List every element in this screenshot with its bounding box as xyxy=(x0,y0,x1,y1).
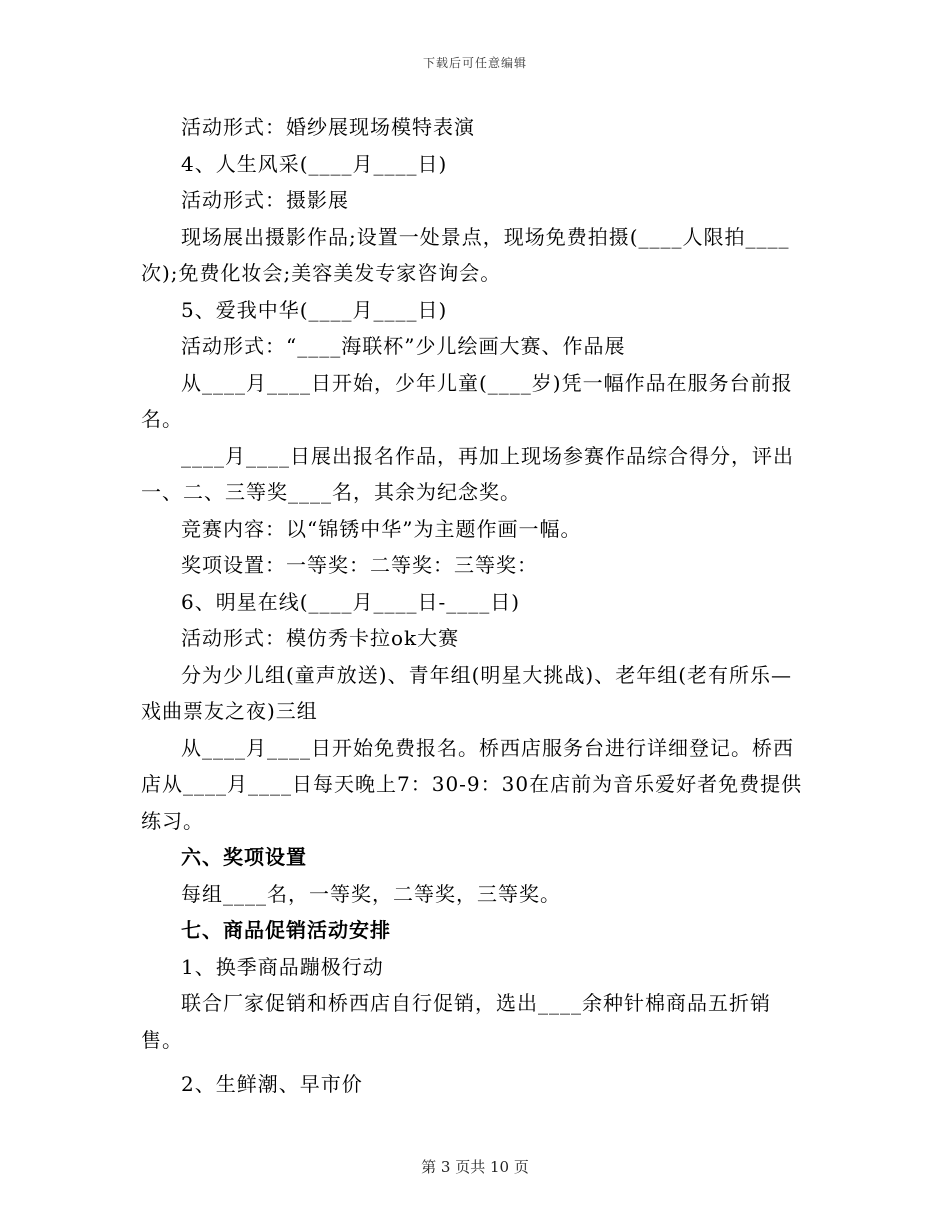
paragraph: 每组____名，一等奖，二等奖，三等奖。 xyxy=(181,881,561,906)
paragraph: 活动形式：模仿秀卡拉ok大赛 xyxy=(181,626,460,650)
paragraph: 活动形式：摄影展 xyxy=(181,188,349,212)
document-body xyxy=(141,109,806,1103)
paragraph: 1、换季商品蹦极行动 xyxy=(181,954,384,979)
paragraph: 活动形式：“____海联杯”少儿绘画大赛、作品展 xyxy=(181,334,626,358)
paragraph: 5、爱我中华(____月____日) xyxy=(181,297,448,322)
paragraph: 4、人生风采(____月____日) xyxy=(181,151,448,176)
page-footer: 第 3 页共 10 页 xyxy=(421,1158,529,1176)
paragraph: 从____月____日开始，少年儿童(____岁)凭一幅作品在服务台前报名。 xyxy=(141,370,793,431)
paragraph: ____月____日展出报名作品，再加上现场参赛作品综合得分，评出一、二、三等奖____名，其余为纪念奖。 xyxy=(141,443,794,504)
paragraph: 活动形式：婚纱展现场模特表演 xyxy=(181,115,475,139)
paragraph: 联合厂家促销和桥西店自行促销，选出____余种针棉商品五折销售。 xyxy=(141,991,771,1052)
section-heading: 七、商品促销活动安排 xyxy=(181,918,391,942)
paragraph: 6、明星在线(____月____日-____日) xyxy=(181,589,521,614)
paragraph: 分为少儿组(童声放送)、青年组(明星大挑战)、老年组(老有所乐—戏曲票友之夜)三组 xyxy=(141,662,793,723)
paragraph: 现场展出摄影作品;设置一处景点，现场免费拍摄(____人限拍____次);免费化妆会;美容美发专家咨询会。 xyxy=(141,224,790,285)
paragraph: 从____月____日开始免费报名。桥西店服务台进行详细登记。桥西店从____月____日每天晚上7：30-9：30在店前为音乐爱好者免费提供练习。 xyxy=(141,735,803,833)
paragraph: 奖项设置：一等奖：二等奖：三等奖： xyxy=(181,553,538,577)
page-header: 下载后可任意编辑 xyxy=(422,56,527,70)
section-heading: 六、奖项设置 xyxy=(181,845,307,869)
paragraph: 2、生鲜潮、早市价 xyxy=(181,1072,363,1096)
paragraph: 竞赛内容：以“锦锈中华”为主题作画一幅。 xyxy=(181,516,582,541)
